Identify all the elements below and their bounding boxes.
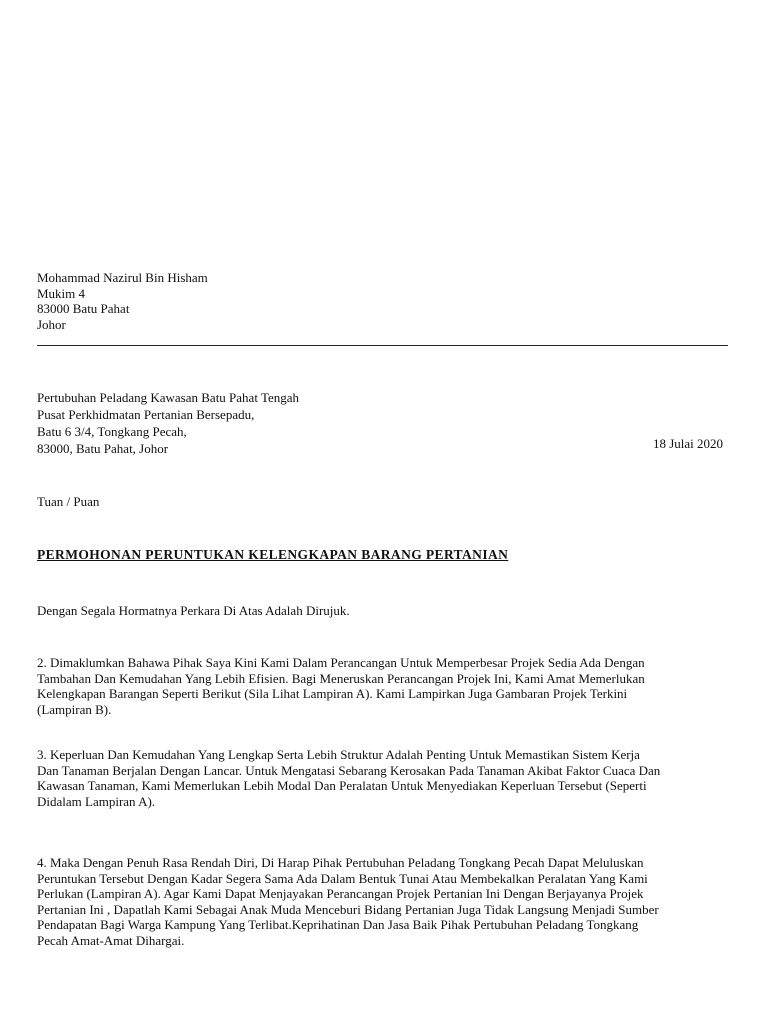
- header-divider: [37, 345, 728, 346]
- paragraph-line: 2. Dimaklumkan Bahawa Pihak Saya Kini Kami Dalam Perancangan Untuk Memperbesar Projek Sedia Ada Dengan: [37, 655, 645, 670]
- paragraph-line: Didalam Lampiran A).: [37, 793, 156, 809]
- paragraph-line: Perlukan (Lampiran A). Agar Kami Dapat Menjayakan Perancangan Projek Pertanian Ini Dengan Berjayanya Projek: [37, 886, 644, 902]
- paragraph-line: Pecah Amat-Amat Dihargai.: [37, 932, 185, 948]
- sender-address-line: Johor: [37, 316, 66, 332]
- sender-address-line: Mukim 4: [37, 285, 86, 301]
- reference-line: Dengan Segala Hormatnya Perkara Di Atas Adalah Dirujuk.: [37, 603, 350, 618]
- sender-address-block: [37, 270, 208, 332]
- recipient-line: Batu 6 3/4, Tongkang Pecah,: [37, 424, 187, 439]
- paragraph-line: Kelengkapan Barangan Seperti Berikut (Sila Lihat Lampiran A). Kami Lampirkan Juga Gambaran Projek Terkini: [37, 686, 628, 702]
- paragraph-line: Dan Tanaman Berjalan Dengan Lancar. Untuk Mengatasi Sebarang Kerosakan Pada Tanaman Akibat Faktor Cuaca Dan: [37, 762, 661, 778]
- recipient-line: Pertubuhan Peladang Kawasan Batu Pahat Tengah: [37, 390, 300, 405]
- paragraph-3: [37, 747, 727, 809]
- paragraph-line: Pertanian Ini , Dapatlah Kami Sebagai Anak Muda Menceburi Bidang Pertanian Juga Tidak Langsung Menjadi Sumber: [37, 901, 659, 917]
- sender-name: Mohammad Nazirul Bin Hisham: [37, 270, 208, 285]
- recipient-address-block: [37, 389, 299, 457]
- paragraph-line: 3. Keperluan Dan Kemudahan Yang Lengkap Serta Lebih Struktur Adalah Penting Untuk Memastikan Sistem Kerja: [37, 747, 640, 762]
- paragraph-2: [37, 655, 727, 717]
- paragraph-line: Tambahan Dan Kemudahan Yang Lebih Efisien. Bagi Meneruskan Perancangan Projek Ini, Kami Amat Memerlukan: [37, 670, 645, 686]
- letter-date: 18 Julai 2020: [652, 436, 723, 451]
- paragraph-line: Peruntukan Tersebut Dengan Kadar Segera Sama Ada Dalam Bentuk Tunai Atau Membekalkan Peralatan Yang Kami: [37, 870, 648, 886]
- sender-address-line: 83000 Batu Pahat: [37, 301, 130, 316]
- paragraph-line: Kawasan Tanaman, Kami Memerlukan Lebih Modal Dan Peralatan Untuk Menyediakan Keperluan Tersebut (Seperti: [37, 778, 647, 794]
- paragraph-line: Pendapatan Bagi Warga Kampung Yang Terlibat.Keprihatinan Dan Jasa Baik Pihak Pertubuhan Peladang Tongkang: [37, 917, 639, 933]
- recipient-line: Pusat Perkhidmatan Pertanian Bersepadu,: [37, 407, 255, 422]
- paragraph-line: 4. Maka Dengan Penuh Rasa Rendah Diri, Di Harap Pihak Pertubuhan Peladang Tongkang Pecah Dapat Meluluskan: [37, 855, 644, 870]
- paragraph-4: [37, 855, 727, 949]
- salutation: Tuan / Puan: [37, 494, 100, 509]
- recipient-line: 83000, Batu Pahat, Johor: [37, 441, 169, 456]
- letter-subject: PERMOHONAN PERUNTUKAN KELENGKAPAN BARANG PERTANIAN: [37, 547, 509, 562]
- paragraph-line: (Lampiran B).: [37, 701, 112, 717]
